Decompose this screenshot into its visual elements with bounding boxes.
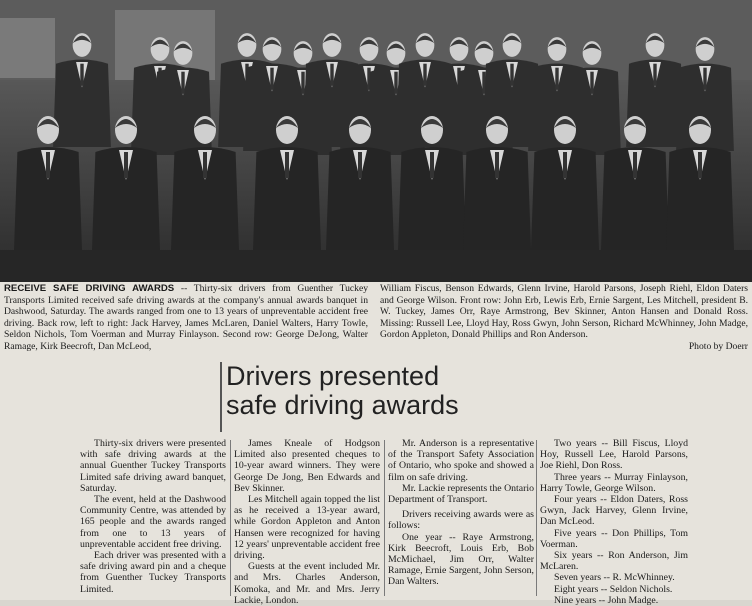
article-paragraph: Mr. Anderson is a representative of the Transport Safety Association of Ontario, who spoke and showed a film on safe driving. [388, 438, 534, 483]
photo-caption [4, 283, 748, 355]
article-paragraph: One year -- Raye Armstrong, Kirk Beecroft, Louis Erb, Bob McMichael, Jim Orr, Walter Ramage, Ernie Sargent, John Serson, Dan Walters. [388, 531, 534, 588]
article-paragraph: Guests at the event included Mr. and Mrs. Charles Anderson, Komoka, and Mr. and Mrs. Jerry Lackie, London. [234, 561, 380, 606]
award-list-item: Two years -- Bill Fiscus, Lloyd Hoy, Russell Lee, Harold Parsons, Joe Riehl, Don Ross. [540, 438, 688, 472]
article-column-1 [80, 438, 226, 595]
award-list-item: Five years -- Don Phillips, Tom Voerman. [540, 527, 688, 550]
award-list-item: Nine years -- John Madge. [554, 594, 659, 606]
caption-left-column [4, 283, 368, 353]
article-paragraph: The event, held at the Dashwood Community Centre, was attended by 165 people and the awards ranged from one to 13 years of unpreventable accident free driving. [80, 494, 226, 550]
article-paragraph: Thirty-six drivers were presented with safe driving awards at the annual Guenther Tuckey Transports Limited safe driving award banquet, Saturday. [80, 438, 226, 494]
award-list-item: Six years -- Ron Anderson, Jim McLaren. [540, 550, 688, 573]
award-list-item: Three years -- Murray Finlayson, Harry Towle, George Wilson. [540, 471, 688, 494]
photo-credit: Photo by Doerr [688, 340, 748, 352]
article-paragraph: Each driver was presented with a safe driving award pin and a cheque from Guenther Tuckey Transports Limited. [80, 550, 226, 595]
article-paragraph: Drivers receiving awards were as follows: [388, 509, 534, 532]
article-column-3 [388, 438, 534, 588]
caption-text-right: William Fiscus, Benson Edwards, Glenn Irvine, Harold Parsons, Joseph Riehl, Eldon Daters and George Wilson. Front row: John Erb, Lewis Erb, Ernie Sargent, Les Mitchell, president B. W. Tuckey, James Orr, Raye Armstrong, Bev Skinner, Anton Hansen and Donald Ross. Missing: Russell Lee, Lloyd Hay, Ross Gwyn, John Serson, Richard McWhinney, John Madge, Gordon Appleton, Donald Phillips and Ron Anderson. [380, 283, 748, 341]
caption-lead: RECEIVE SAFE DRIVING AWARDS [4, 283, 175, 294]
article-paragraph: Mr. Lackie represents the Ontario Department of Transport. [388, 482, 534, 506]
award-list-item: Eight years -- Seldon Nichols. [554, 583, 673, 595]
article-paragraph: Les Mitchell again topped the list as he received a 13-year award, while Gordon Appleton and Anton Hansen were recognized for having 12 years' unpreventable accident free driving. [234, 494, 380, 562]
article-paragraph: James Kneale of Hodgson Limited also presented cheques to 10-year award winners. They were George De Jong, Ben Edwards and Bev Skinner. [234, 438, 380, 494]
column-rule [230, 440, 231, 596]
headline-rule [220, 362, 222, 432]
article-column-2 [234, 438, 380, 606]
article-column-4 [540, 438, 688, 606]
caption-right-column [380, 283, 748, 353]
headline-line-2: safe driving awards [226, 390, 459, 420]
caption-text-left: -- Thirty-six drivers from Guenther Tuckey Transports Limited received safe driving awards at the company's annual awards banquet in Dashwood, Saturday. The awards ranged from one to 13 years of unpreventable accident free driving. Back row, left to right: Jack Harvey, James McLaren, Daniel Walters, Harry Towle, Seldon Nichols, Tom Voerman and Murray Finlayson. Second row: George DeJong, Walter Ramage, Kirk Beecroft, Dan McLeod, [4, 283, 368, 352]
group-photo [0, 0, 752, 282]
award-list-item: Seven years -- R. McWhinney. [554, 572, 675, 584]
column-rule [384, 440, 385, 596]
headline [226, 362, 459, 420]
group-photo-image [0, 0, 752, 282]
award-list-item: Four years -- Eldon Daters, Ross Gwyn, Jack Harvey, Glenn Irvine, Dan McLeod. [540, 494, 688, 528]
column-rule [536, 440, 537, 596]
headline-line-1: Drivers presented [226, 361, 440, 391]
